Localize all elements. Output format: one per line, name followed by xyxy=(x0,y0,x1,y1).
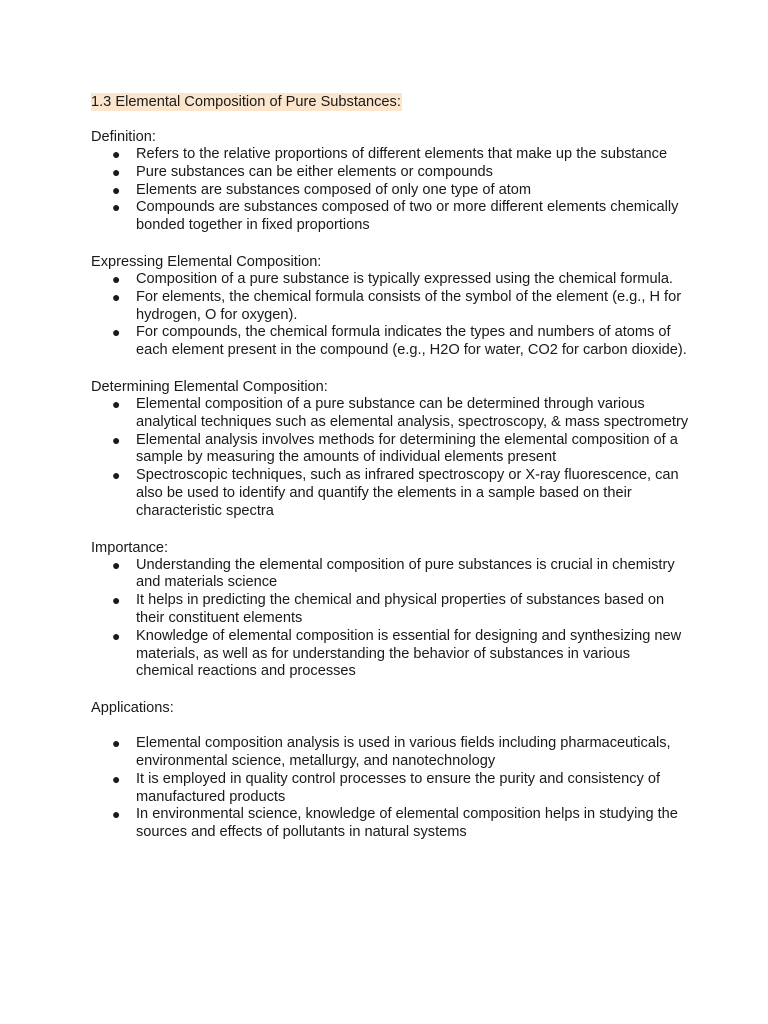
list-item xyxy=(91,592,691,628)
bullet-icon: ● xyxy=(112,199,121,216)
list-item xyxy=(91,432,691,468)
list-item-text: For elements, the chemical formula consists of the symbol of the element (e.g., H for hydrogen, O for oxygen). xyxy=(136,288,682,323)
bullet-list xyxy=(91,396,691,521)
list-item xyxy=(91,467,691,520)
spacer xyxy=(91,360,691,378)
list-item xyxy=(91,182,691,200)
list-item-text: Pure substances can be either elements or compounds xyxy=(136,163,493,180)
document-title: 1.3 Elemental Composition of Pure Substances: xyxy=(91,94,401,110)
bullet-list xyxy=(91,146,691,235)
bullet-icon: ● xyxy=(112,770,121,787)
list-item xyxy=(91,199,691,235)
section-heading: Applications: xyxy=(91,700,174,717)
bullet-icon: ● xyxy=(112,592,121,609)
list-item xyxy=(91,289,691,325)
section-definition xyxy=(91,128,691,235)
section-heading: Expressing Elemental Composition: xyxy=(91,253,322,270)
list-item-text: Elemental analysis involves methods for determining the elemental composition of a sample by measuring the amounts of individual elements present xyxy=(136,431,678,466)
section-heading: Definition: xyxy=(91,129,156,145)
list-item-text: Knowledge of elemental composition is essential for designing and synthesizing new materials, as well as for understanding the behavior of substances in various chemical reactions and processes xyxy=(136,627,682,680)
bullet-icon: ● xyxy=(112,735,121,752)
bullet-icon: ● xyxy=(112,270,121,287)
spacer xyxy=(91,681,691,699)
list-item-text: Elemental composition of a pure substance can be determined through various analytical techniques such as elemental analysis, spectroscopy, & mass spectrometry xyxy=(136,395,689,430)
section-heading: Determining Elemental Composition: xyxy=(91,378,328,395)
bullet-icon: ● xyxy=(112,288,121,305)
list-item-text: Spectroscopic techniques, such as infrared spectroscopy or X-ray fluorescence, can also be used to identify and quantify the elements in a sample based on their characteristic spectra xyxy=(136,467,679,519)
spacer xyxy=(91,235,691,253)
section-importance xyxy=(91,539,691,682)
bullet-icon: ● xyxy=(112,146,121,162)
bullet-icon: ● xyxy=(112,324,121,341)
document-page xyxy=(91,93,691,842)
list-item xyxy=(91,164,691,182)
list-item xyxy=(91,271,691,289)
bullet-list xyxy=(91,271,691,360)
list-item-text: Elemental composition analysis is used in various fields including pharmaceuticals, environmental science, metallurgy, and nanotechnology xyxy=(136,735,671,769)
spacer xyxy=(91,521,691,539)
list-item-text: It helps in predicting the chemical and physical properties of substances based on their constituent elements xyxy=(136,592,665,626)
bullet-icon: ● xyxy=(112,181,121,198)
bullet-icon: ● xyxy=(112,467,121,484)
list-item xyxy=(91,628,691,681)
section-applications xyxy=(91,699,691,842)
list-item-text: Refers to the relative proportions of different elements that make up the substance xyxy=(136,146,668,162)
bullet-icon: ● xyxy=(112,556,121,573)
list-item-text: Composition of a pure substance is typically expressed using the chemical formula. xyxy=(136,270,673,287)
spacer xyxy=(91,111,691,128)
section-expressing-composition xyxy=(91,253,691,360)
bullet-list xyxy=(91,557,691,682)
list-item xyxy=(91,324,691,360)
bullet-icon: ● xyxy=(112,806,121,823)
list-item xyxy=(91,396,691,432)
list-item-text: Compounds are substances composed of two or more different elements chemically bonded together in fixed proportions xyxy=(136,199,679,234)
bullet-icon: ● xyxy=(112,431,121,448)
spacer xyxy=(91,717,691,735)
bullet-list xyxy=(91,735,691,842)
list-item xyxy=(91,557,691,593)
list-item-text: It is employed in quality control processes to ensure the purity and consistency of manufactured products xyxy=(136,770,661,805)
section-determining-composition xyxy=(91,378,691,521)
bullet-icon: ● xyxy=(112,627,121,644)
list-item-text: In environmental science, knowledge of elemental composition helps in studying the sources and effects of pollutants in natural systems xyxy=(136,806,678,841)
list-item-text: Understanding the elemental composition of pure substances is crucial in chemistry and materials science xyxy=(136,556,675,591)
list-item xyxy=(91,806,691,842)
section-heading: Importance: xyxy=(91,539,169,556)
list-item xyxy=(91,771,691,807)
bullet-icon: ● xyxy=(112,395,121,412)
list-item-text: For compounds, the chemical formula indicates the types and numbers of atoms of each element present in the compound (e.g., H2O for water, CO2 for carbon dioxide). xyxy=(136,324,687,359)
list-item-text: Elements are substances composed of only one type of atom xyxy=(136,181,532,198)
list-item xyxy=(91,146,691,164)
bullet-icon: ● xyxy=(112,163,121,180)
list-item xyxy=(91,735,691,771)
